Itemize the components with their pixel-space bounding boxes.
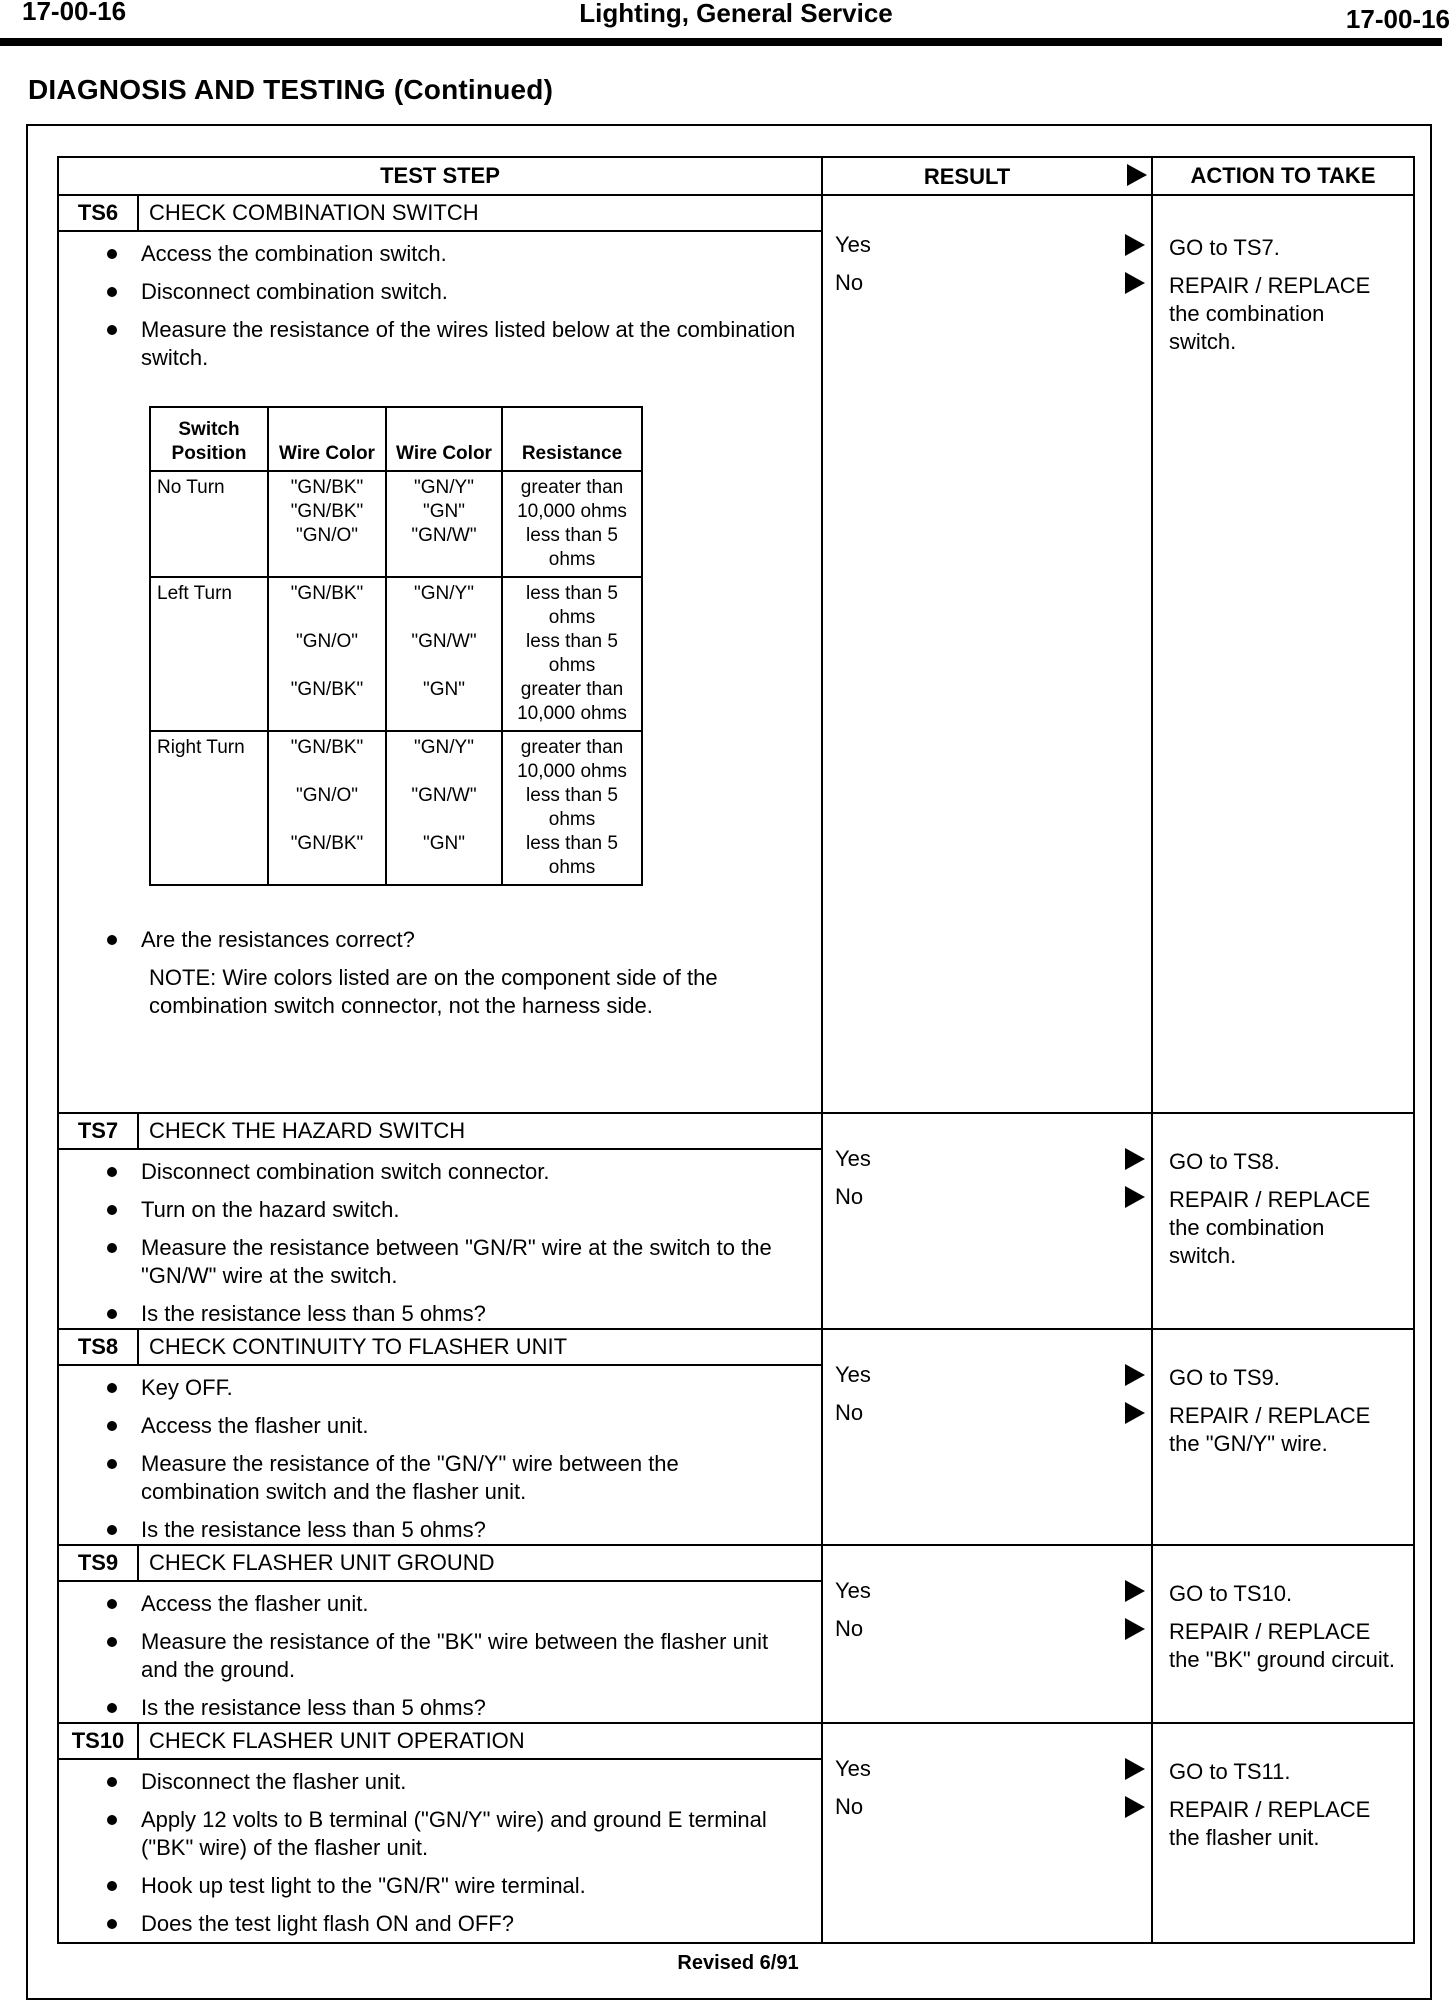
result-cell (822, 1329, 1152, 1545)
step-title: CHECK FLASHER UNIT GROUND (138, 1545, 822, 1581)
wire-color: "GN/BK" (290, 477, 364, 498)
arrow-right-icon (1125, 1580, 1145, 1602)
action-no: REPAIR / REPLACE the combination switch. (1169, 1187, 1371, 1268)
bullet-item: Turn on the hazard switch. (141, 1196, 797, 1224)
result-cell (822, 1113, 1152, 1329)
step-title-row (58, 1723, 1414, 1759)
result-label: No (835, 270, 864, 295)
result-yes (823, 1140, 1151, 1178)
result-yes (823, 226, 1151, 264)
result-header (822, 157, 1152, 195)
rt-position: No Turn (150, 471, 268, 577)
arrow-right-icon (1125, 272, 1145, 294)
action-cell (1152, 195, 1414, 1113)
rt-resistance (502, 471, 642, 577)
action-header: ACTION TO TAKE (1152, 157, 1414, 195)
result-label: Yes (835, 1578, 871, 1603)
step-title: CHECK FLASHER UNIT OPERATION (138, 1723, 822, 1759)
action-cell (1152, 1545, 1414, 1723)
rt-row (150, 471, 642, 577)
rt-resistance (502, 731, 642, 885)
wire-color: "GN/Y" (414, 583, 474, 604)
step-note: NOTE: Wire colors listed are on the component side of the combination switch connector, not the harness side. (149, 965, 718, 1018)
wire-color: "GN/BK" (290, 501, 364, 522)
step-bullets (59, 1768, 797, 1938)
resistance-value: less than 5 ohms (526, 525, 618, 570)
wire-color: "GN/BK" (290, 833, 364, 854)
step-body (58, 1581, 822, 1723)
step-id: TS7 (58, 1113, 138, 1149)
step-body (58, 231, 822, 1113)
resistance-value: less than 5 ohms (526, 833, 618, 878)
result-no (823, 264, 1151, 302)
action-no: REPAIR / REPLACE the flasher unit. (1169, 1797, 1371, 1850)
resistance-value: greater than 10,000 ohms (517, 737, 627, 782)
rt-header-wire2: Wire Color (386, 407, 502, 471)
result-no (823, 1610, 1151, 1648)
rt-position: Right Turn (150, 731, 268, 885)
bullet-item: Does the test light flash ON and OFF? (141, 1910, 797, 1938)
bullet-item: Is the resistance less than 5 ohms? (141, 1300, 797, 1328)
section-title: DIAGNOSIS AND TESTING (Continued) (28, 74, 554, 105)
bullet-item: Is the resistance less than 5 ohms? (141, 1516, 797, 1544)
bullet-item: Key OFF. (141, 1374, 797, 1402)
bullet-item: Measure the resistance of the "GN/Y" wire between the combination switch and the flasher unit. (141, 1450, 797, 1506)
arrow-right-icon (1125, 1758, 1145, 1780)
arrow-right-icon (1125, 1402, 1145, 1424)
step-body (58, 1149, 822, 1329)
result-header-label: RESULT (923, 164, 1011, 189)
step-id: TS10 (58, 1723, 138, 1759)
wire-color: "GN" (423, 501, 465, 522)
step-title: CHECK CONTINUITY TO FLASHER UNIT (138, 1329, 822, 1365)
diagnosis-table (57, 156, 1415, 1944)
result-cell (822, 195, 1152, 1113)
wire-color: "GN" (423, 679, 465, 700)
step-body (58, 1365, 822, 1545)
action-yes: GO to TS8. (1169, 1149, 1280, 1174)
resistance-value: less than 5 ohms (526, 631, 618, 676)
result-label: Yes (835, 1756, 871, 1781)
arrow-right-icon (1125, 234, 1145, 256)
bullet-item: Measure the resistance of the wires listed below at the combination switch. (141, 317, 796, 370)
action-yes: GO to TS9. (1169, 1365, 1280, 1390)
bullet-item: Measure the resistance of the "BK" wire between the flasher unit and the ground. (141, 1628, 797, 1684)
rt-wire2 (386, 471, 502, 577)
step-id: TS6 (58, 195, 138, 231)
rt-header-resistance: Resistance (502, 407, 642, 471)
test-step-header: TEST STEP (58, 157, 822, 195)
revision-footer: Revised 6/91 (677, 1952, 799, 1974)
page-number-left: 17-00-16 (22, 0, 127, 26)
result-cell (822, 1723, 1152, 1943)
result-label: Yes (835, 1146, 871, 1171)
wire-color: "GN/W" (411, 631, 477, 652)
result-label: Yes (835, 232, 871, 257)
resistance-value: less than 5 ohms (526, 785, 618, 830)
wire-color: "GN/Y" (414, 477, 474, 498)
bullet-item: Access the flasher unit. (141, 1412, 797, 1440)
step-title-row (58, 1545, 1414, 1581)
bullet-item: Is the resistance less than 5 ohms? (141, 1694, 797, 1722)
result-yes (823, 1572, 1151, 1610)
arrow-right-icon (1125, 1618, 1145, 1640)
step-title-row (58, 1113, 1414, 1149)
wire-color: "GN/O" (295, 631, 359, 652)
arrow-right-icon (1127, 164, 1147, 186)
rt-wire1 (268, 471, 386, 577)
rt-row (150, 577, 642, 731)
result-label: No (835, 1400, 864, 1425)
rt-wire1 (268, 731, 386, 885)
action-yes: GO to TS11. (1169, 1759, 1291, 1784)
column-header-row (58, 157, 1414, 195)
result-cell (822, 1545, 1152, 1723)
action-no: REPAIR / REPLACE the combination switch. (1169, 273, 1371, 354)
step-title-row (58, 195, 1414, 231)
wire-color: "GN/Y" (414, 737, 474, 758)
arrow-right-icon (1125, 1186, 1145, 1208)
arrow-right-icon (1125, 1364, 1145, 1386)
page-header (22, 0, 1450, 34)
step-bullets (59, 1374, 797, 1544)
page-header-title: Lighting, General Service (579, 0, 893, 28)
action-yes: GO to TS10. (1169, 1581, 1293, 1606)
wire-color: "GN" (423, 833, 465, 854)
result-no (823, 1788, 1151, 1826)
action-cell (1152, 1329, 1414, 1545)
wire-color: "GN/BK" (290, 737, 364, 758)
action-yes: GO to TS7. (1169, 235, 1280, 260)
bullet-item: Apply 12 volts to B terminal ("GN/Y" wire) and ground E terminal ("BK" wire) of the flasher unit. (141, 1806, 797, 1862)
bullet-item: Measure the resistance between "GN/R" wire at the switch to the "GN/W" wire at the switch. (141, 1234, 797, 1290)
rt-wire2 (386, 577, 502, 731)
rt-row (150, 731, 642, 885)
resistance-value: greater than 10,000 ohms (517, 679, 627, 724)
step-id: TS8 (58, 1329, 138, 1365)
rt-position: Left Turn (150, 577, 268, 731)
action-cell (1152, 1113, 1414, 1329)
arrow-right-icon (1125, 1796, 1145, 1818)
rt-header-position: Switch Position (150, 407, 268, 471)
wire-color: "GN/BK" (290, 583, 364, 604)
resistance-value: greater than 10,000 ohms (517, 477, 627, 522)
step-title-row (58, 1329, 1414, 1365)
result-yes (823, 1356, 1151, 1394)
result-no (823, 1178, 1151, 1216)
step-body (58, 1759, 822, 1943)
bullet-item: Disconnect combination switch. (141, 278, 797, 306)
bullet-item: Disconnect the flasher unit. (141, 1768, 797, 1796)
page-number-right: 17-00-16 (1345, 4, 1450, 34)
step-id: TS9 (58, 1545, 138, 1581)
step-title: CHECK COMBINATION SWITCH (138, 195, 822, 231)
wire-color: "GN/W" (411, 785, 477, 806)
header-rule (0, 38, 1442, 46)
action-no: REPAIR / REPLACE the "GN/Y" wire. (1169, 1403, 1371, 1456)
bullet-item: Disconnect combination switch connector. (141, 1158, 797, 1186)
bullet-item: Access the flasher unit. (141, 1590, 797, 1618)
step-bullets (59, 1590, 797, 1722)
wire-color: "GN/W" (411, 525, 477, 546)
wire-color: "GN/BK" (290, 679, 364, 700)
bullet-item: Are the resistances correct? (141, 926, 797, 954)
action-cell (1152, 1723, 1414, 1943)
resistance-table (149, 406, 643, 886)
step-bullets (59, 240, 797, 372)
result-label: No (835, 1794, 864, 1819)
step-title: CHECK THE HAZARD SWITCH (138, 1113, 822, 1149)
resistance-value: less than 5 ohms (526, 583, 618, 628)
step-bullets (59, 1158, 797, 1328)
result-yes (823, 1750, 1151, 1788)
wire-color: "GN/O" (295, 785, 359, 806)
result-label: No (835, 1184, 864, 1209)
result-label: Yes (835, 1362, 871, 1387)
wire-color: "GN/O" (295, 525, 359, 546)
rt-header-wire1: Wire Color (268, 407, 386, 471)
rt-wire2 (386, 731, 502, 885)
result-no (823, 1394, 1151, 1432)
arrow-right-icon (1125, 1148, 1145, 1170)
rt-wire1 (268, 577, 386, 731)
action-no: REPAIR / REPLACE the "BK" ground circuit. (1169, 1619, 1395, 1672)
step-bullets (59, 926, 797, 954)
bullet-item: Hook up test light to the "GN/R" wire terminal. (141, 1872, 797, 1900)
rt-resistance (502, 577, 642, 731)
result-label: No (835, 1616, 864, 1641)
bullet-item: Access the combination switch. (141, 240, 797, 268)
